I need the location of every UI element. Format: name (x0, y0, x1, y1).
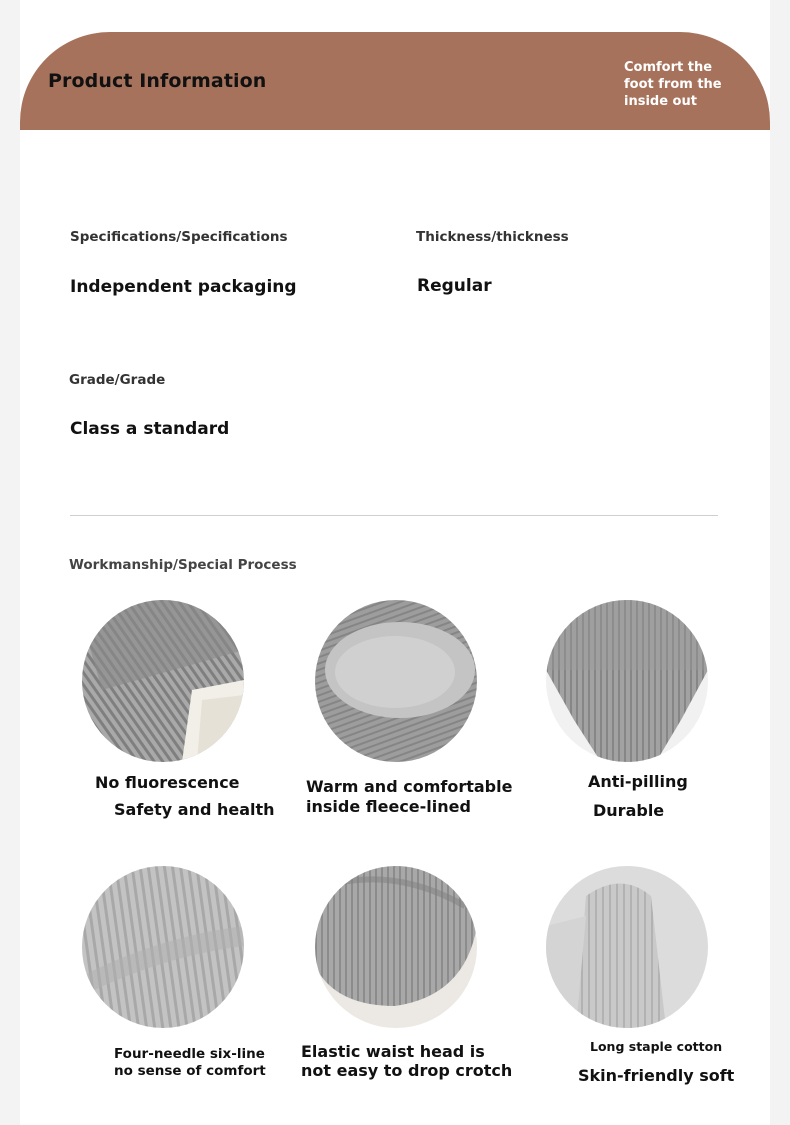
caption-anti-pilling: Anti-pilling (588, 772, 688, 791)
four-needle-rib-fabric-icon (82, 866, 244, 1028)
caption-long-staple-cotton: Long staple cotton (590, 1039, 723, 1054)
caption-elastic-waist: Elastic waist head is (301, 1042, 485, 1061)
fleece-lined-fabric-icon (315, 600, 477, 762)
caption-no-sense-comfort: no sense of comfort (114, 1063, 266, 1079)
caption-safety-health: Safety and health (114, 800, 275, 819)
tagline-line-1: Comfort the (624, 60, 713, 75)
header-banner (20, 32, 770, 130)
tagline-line-2: foot from the (624, 77, 722, 92)
page-title: Product Information (48, 70, 267, 92)
tagline-line-3: inside out (624, 94, 697, 109)
elastic-waist-fabric-icon (315, 866, 477, 1028)
header-tagline (624, 59, 744, 110)
caption-fleece-lined: inside fleece-lined (306, 797, 471, 816)
section-divider (70, 515, 718, 516)
caption-warm-comfortable: Warm and comfortable (306, 777, 513, 796)
caption-four-needle: Four-needle six-line (114, 1046, 265, 1062)
caption-drop-crotch: not easy to drop crotch (301, 1061, 513, 1080)
caption-skin-friendly: Skin-friendly soft (578, 1066, 735, 1085)
spec-value-thickness: Regular (417, 276, 492, 296)
anti-pilling-fabric-icon (546, 600, 708, 762)
ribbed-cuff-fabric-icon (82, 600, 244, 762)
workmanship-label: Workmanship/Special Process (69, 557, 297, 573)
caption-no-fluorescence: No fluorescence (95, 773, 240, 792)
long-staple-cotton-fabric-icon (546, 866, 708, 1028)
spec-value-specifications: Independent packaging (70, 277, 297, 297)
caption-durable: Durable (593, 801, 665, 820)
spec-value-grade: Class a standard (70, 419, 230, 439)
spec-label-specifications: Specifications/Specifications (70, 229, 288, 245)
spec-label-grade: Grade/Grade (69, 372, 166, 388)
spec-label-thickness: Thickness/thickness (416, 229, 569, 245)
